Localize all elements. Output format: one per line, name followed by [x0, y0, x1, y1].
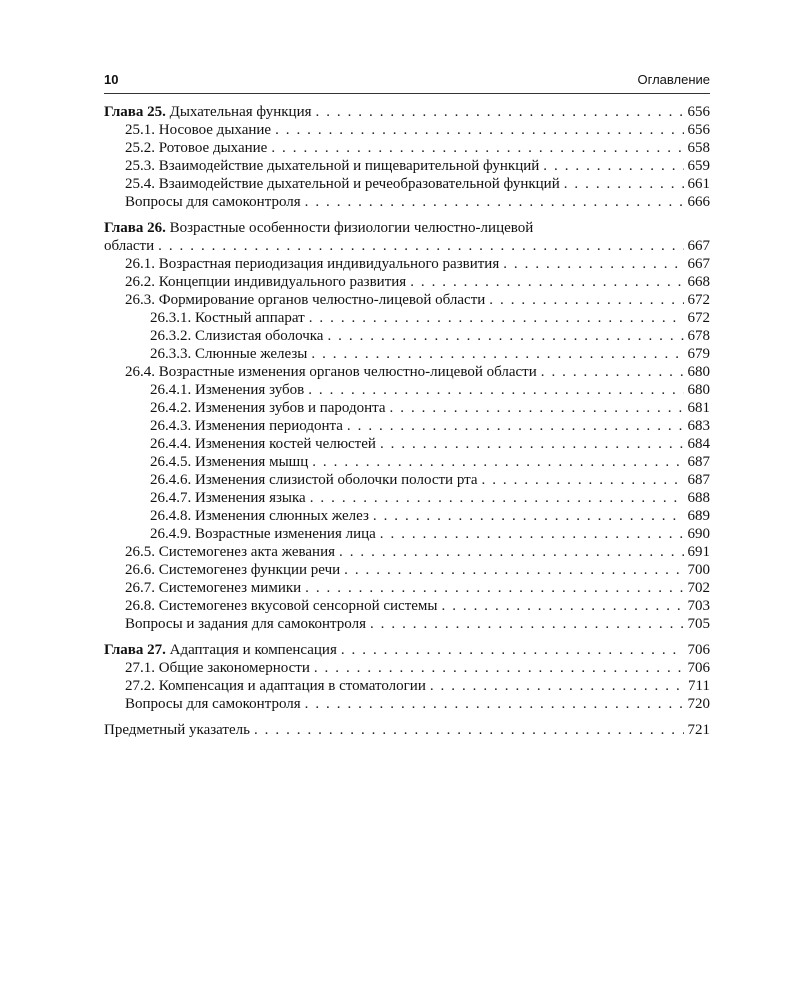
toc-entry-26-3-3[interactable]: [104, 345, 710, 363]
page-ref: 680: [687, 364, 710, 380]
toc-entry-26-2[interactable]: [104, 273, 710, 291]
entry-title: 26.4.1. Изменения зубов: [150, 382, 305, 398]
entry-title: 26.4.2. Изменения зубов и пародонта: [150, 400, 386, 416]
page-ref: 703: [687, 598, 710, 614]
entry-title: 26.3.2. Слизистая оболочка: [150, 328, 324, 344]
page-ref: 658: [687, 140, 710, 156]
toc-entry-26-4-8[interactable]: [104, 507, 710, 525]
entry-title: 26.3.1. Костный аппарат: [150, 310, 305, 326]
section-gap: [104, 633, 710, 641]
entry-title: 26.4.5. Изменения мышц: [150, 454, 309, 470]
section-gap: [104, 211, 710, 219]
dot-leader: [312, 103, 684, 121]
toc-chapter-27[interactable]: [104, 641, 710, 659]
page-ref: 679: [687, 346, 710, 362]
dot-leader: [337, 641, 684, 659]
dot-leader: [343, 417, 684, 435]
entry-title: 26.2. Концепции индивидуального развития: [125, 274, 407, 290]
toc-entry-26-3-2[interactable]: [104, 327, 710, 345]
entry-title: 26.8. Системогенез вкусовой сенсорной системы: [125, 598, 438, 614]
toc-entry-26-6[interactable]: [104, 561, 710, 579]
toc-entry-26-3[interactable]: [104, 291, 710, 309]
dot-leader: [305, 309, 684, 327]
dot-leader: [340, 561, 683, 579]
toc-chapter-25[interactable]: [104, 103, 710, 121]
page-ref: 702: [687, 580, 710, 596]
page-ref: 687: [687, 454, 710, 470]
dot-leader: [478, 471, 684, 489]
page-ref: 721: [687, 722, 710, 738]
page-ref: 678: [687, 328, 710, 344]
page-ref: 720: [687, 696, 710, 712]
entry-title: 26.4.4. Изменения костей челюстей: [150, 436, 376, 452]
entry-title: 25.1. Носовое дыхание: [125, 122, 272, 138]
entry-title: 25.4. Взаимодействие дыхательной и речеобразовательной функций: [125, 176, 560, 192]
dot-leader: [301, 695, 684, 713]
dot-leader: [310, 659, 684, 677]
page-ref: 690: [687, 526, 710, 542]
entry-title: 26.4.9. Возрастные изменения лица: [150, 526, 376, 542]
toc-entry-25-2[interactable]: [104, 139, 710, 157]
table-of-contents: [104, 103, 710, 739]
page-ref: 689: [687, 508, 710, 524]
entry-title: Предметный указатель: [104, 722, 250, 738]
page-ref: 684: [687, 436, 710, 452]
toc-entry-26-4-6[interactable]: [104, 471, 710, 489]
dot-leader: [537, 363, 684, 381]
page-ref: 672: [687, 310, 710, 326]
dot-leader: [301, 193, 684, 211]
entry-title: 26.3.3. Слюнные железы: [150, 346, 308, 362]
page-ref: 668: [687, 274, 710, 290]
dot-leader: [306, 489, 684, 507]
toc-entry-26-4[interactable]: [104, 363, 710, 381]
dot-leader: [560, 175, 684, 193]
toc-entry-27-2[interactable]: [104, 677, 710, 695]
entry-title: 26.6. Системогенез функции речи: [125, 562, 341, 578]
dot-leader: [307, 345, 683, 363]
dot-leader: [406, 273, 683, 291]
entry-title: 27.2. Компенсация и адаптация в стоматологии: [125, 678, 426, 694]
dot-leader: [376, 435, 684, 453]
toc-entry-26-5[interactable]: [104, 543, 710, 561]
page-ref: 688: [687, 490, 710, 506]
page-ref: 683: [687, 418, 710, 434]
dot-leader: [304, 381, 683, 399]
page-ref: 672: [687, 292, 710, 308]
page-ref: 656: [687, 104, 710, 120]
dot-leader: [426, 677, 684, 695]
dot-leader: [323, 327, 683, 345]
toc-entry-26-4-4[interactable]: [104, 435, 710, 453]
page-ref: 656: [687, 122, 710, 138]
entry-title: 26.1. Возрастная периодизация индивидуального развития: [125, 256, 500, 272]
chapter-title: Дыхательная функция: [169, 104, 312, 120]
entry-title: 26.5. Системогенез акта жевания: [125, 544, 336, 560]
entry-title: Вопросы для самоконтроля: [125, 194, 301, 210]
toc-entry-26-questions[interactable]: [104, 615, 710, 633]
page-ref: 687: [687, 472, 710, 488]
dot-leader: [438, 597, 684, 615]
toc-subject-index[interactable]: [104, 721, 710, 739]
entry-title: 27.1. Общие закономерности: [125, 660, 310, 676]
header-rule: [104, 93, 710, 94]
toc-chapter-26-line1[interactable]: [104, 219, 710, 237]
entry-title: 26.4.3. Изменения периодонта: [150, 418, 343, 434]
dot-leader: [376, 525, 684, 543]
chapter-label: Глава 27.: [104, 642, 166, 658]
dot-leader: [267, 139, 683, 157]
page-number: 10: [104, 72, 119, 87]
page-ref: 680: [687, 382, 710, 398]
page-ref: 706: [687, 642, 710, 658]
dot-leader: [335, 543, 683, 561]
dot-leader: [539, 157, 683, 175]
page-ref: 706: [687, 660, 710, 676]
dot-leader: [271, 121, 683, 139]
dot-leader: [308, 453, 683, 471]
dot-leader: [499, 255, 683, 273]
toc-entry-26-4-2[interactable]: [104, 399, 710, 417]
page-ref: 700: [687, 562, 710, 578]
entry-title: Вопросы для самоконтроля: [125, 696, 301, 712]
toc-entry-26-4-3[interactable]: [104, 417, 710, 435]
entry-title: 25.3. Взаимодействие дыхательной и пищеварительной функций: [125, 158, 540, 174]
dot-leader: [369, 507, 684, 525]
chapter-title-continued: области: [104, 238, 155, 254]
page-ref: 691: [687, 544, 710, 560]
chapter-label: Глава 26.: [104, 220, 166, 236]
entry-title: 26.4.8. Изменения слюнных желез: [150, 508, 369, 524]
toc-entry-27-questions[interactable]: [104, 695, 710, 713]
toc-entry-25-1[interactable]: [104, 121, 710, 139]
entry-title: 26.4.6. Изменения слизистой оболочки полости рта: [150, 472, 478, 488]
toc-entry-26-4-7[interactable]: [104, 489, 710, 507]
page-ref: 681: [687, 400, 710, 416]
chapter-title: Возрастные особенности физиологии челюстно-лицевой: [169, 220, 534, 236]
page-ref: 666: [687, 194, 710, 210]
dot-leader: [301, 579, 683, 597]
section-gap: [104, 713, 710, 721]
dot-leader: [386, 399, 684, 417]
toc-entry-26-4-9[interactable]: [104, 525, 710, 543]
dot-leader: [485, 291, 683, 309]
entry-title: 26.7. Системогенез мимики: [125, 580, 302, 596]
dot-leader: [366, 615, 684, 633]
page-ref: 711: [688, 678, 710, 694]
chapter-label: Глава 25.: [104, 104, 166, 120]
entry-title: 26.4. Возрастные изменения органов челюстно-лицевой области: [125, 364, 537, 380]
toc-entry-26-1[interactable]: [104, 255, 710, 273]
entry-title: 26.4.7. Изменения языка: [150, 490, 306, 506]
toc-entry-25-questions[interactable]: [104, 193, 710, 211]
entry-title: Вопросы и задания для самоконтроля: [125, 616, 366, 632]
running-title: Оглавление: [637, 72, 710, 87]
toc-entry-26-7[interactable]: [104, 579, 710, 597]
toc-entry-26-8[interactable]: [104, 597, 710, 615]
page-header: [104, 70, 710, 92]
page-ref: 659: [687, 158, 710, 174]
entry-title: 26.3. Формирование органов челюстно-лицевой области: [125, 292, 486, 308]
toc-entry-25-3[interactable]: [104, 157, 710, 175]
page-ref: 667: [687, 256, 710, 272]
toc-entry-26-3-1[interactable]: [104, 309, 710, 327]
toc-entry-25-4[interactable]: [104, 175, 710, 193]
toc-chapter-26-line2[interactable]: [104, 237, 710, 255]
toc-entry-27-1[interactable]: [104, 659, 710, 677]
dot-leader: [250, 721, 684, 739]
page-ref: 705: [687, 616, 710, 632]
dot-leader: [154, 237, 683, 255]
page-ref: 661: [687, 176, 710, 192]
chapter-title: Адаптация и компенсация: [169, 642, 337, 658]
toc-entry-26-4-1[interactable]: [104, 381, 710, 399]
page-ref: 667: [687, 238, 710, 254]
toc-entry-26-4-5[interactable]: [104, 453, 710, 471]
entry-title: 25.2. Ротовое дыхание: [125, 140, 268, 156]
